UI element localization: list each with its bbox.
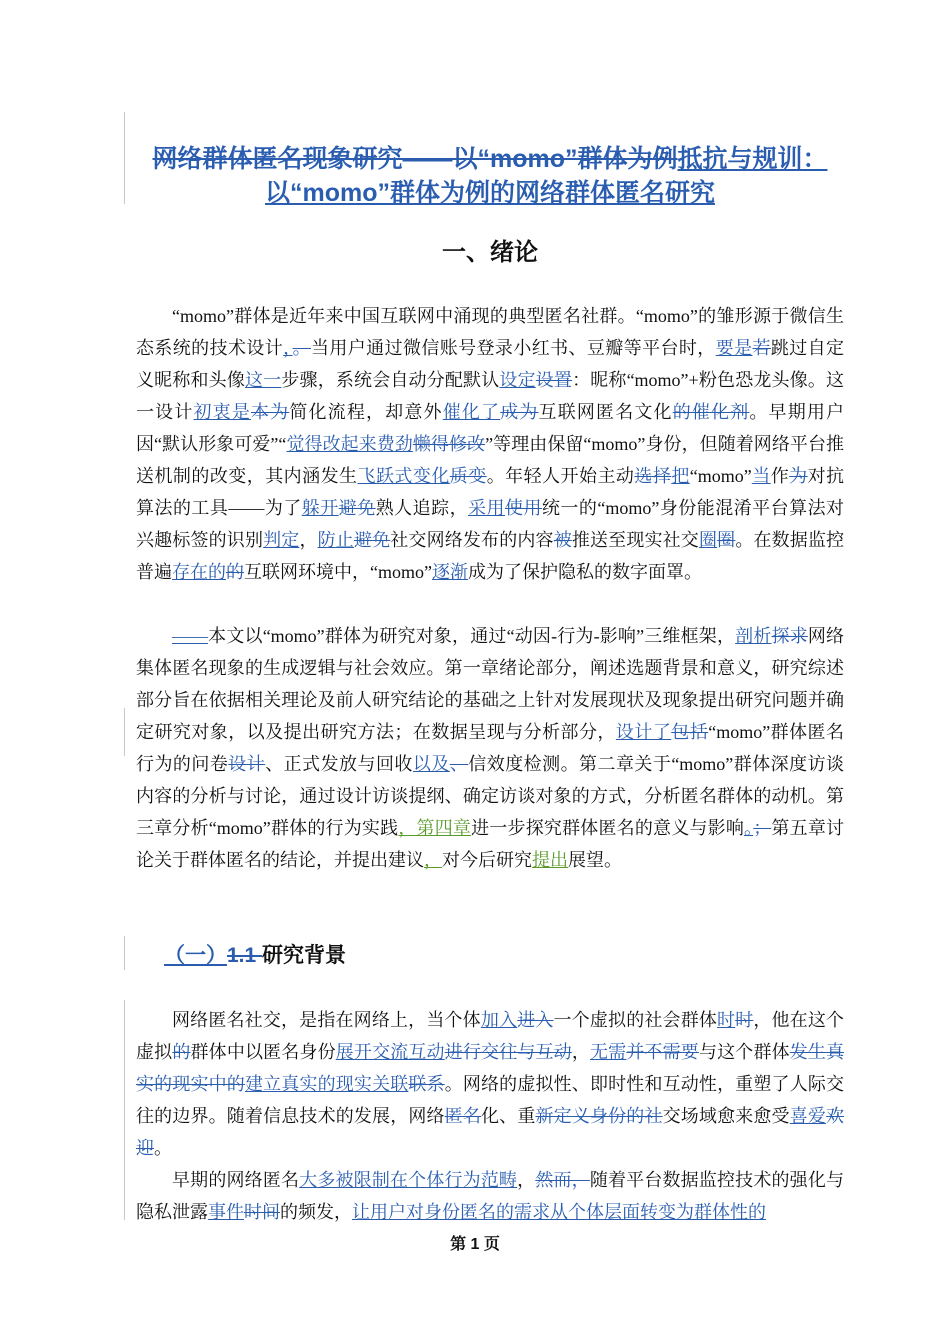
revision-bar (124, 708, 125, 756)
text-run: 简化流程，却意外 (289, 402, 443, 422)
deleted-text: 欢迎 (136, 1106, 845, 1158)
section-heading-text: 研究背景 (262, 944, 347, 967)
text-run: 一个虚拟的社会群体 (553, 1010, 718, 1030)
deleted-text: 使用 (505, 498, 542, 518)
revision-bar (124, 936, 125, 970)
inserted-text: 飞跃式变化 (357, 466, 450, 486)
deleted-text: ； (753, 818, 772, 838)
text-run: “momo” (689, 466, 752, 486)
paragraph-1 (136, 300, 844, 588)
inserted-text: 喜爱 (789, 1106, 827, 1126)
text-run: 交场域愈来愈受 (662, 1106, 790, 1126)
text-run: 进一步探究群体匿名的意义与影响 (471, 818, 745, 838)
inserted-text: 无需 (590, 1042, 627, 1062)
inserted-text: 时 (717, 1010, 736, 1030)
paragraph-2 (136, 620, 844, 876)
text-run: 随着平台数据监控技术的强化与隐私泄露 (136, 1170, 844, 1222)
deleted-text: 选择 (634, 466, 672, 486)
deleted-text: 的 (172, 1042, 191, 1062)
inserted-text: 。 (744, 818, 754, 838)
deleted-text: 设计 (228, 754, 266, 774)
section-heading-deleted: 1.1 (227, 944, 263, 967)
document-title (136, 142, 844, 210)
deleted-text: 时 (735, 1010, 754, 1030)
inserted-text: 圈 (698, 530, 718, 550)
inserted-text: 催化了 (442, 402, 501, 422)
inserted-text: 让用户对身份匿名的需求从个体层面转变为群体性的 (352, 1202, 766, 1222)
text-run: ：昵称“momo”+粉色恐龙头像。这一设计 (136, 370, 845, 422)
text-run: 。 (154, 1138, 172, 1158)
section-heading (164, 940, 346, 972)
inserted-text: 觉得改起来费劲 (286, 434, 413, 454)
text-run: 群体中以匿名身份 (190, 1042, 336, 1062)
paragraph-4 (136, 1164, 844, 1228)
deleted-text: 新定义身份的社 (535, 1106, 663, 1126)
deleted-text: 进入 (517, 1010, 554, 1030)
text-run: ，他在这个虚拟 (136, 1010, 845, 1062)
text-run: 作 (770, 466, 790, 486)
inserted-text: 大多被限制在个体行为范畴 (299, 1170, 518, 1190)
inserted-text: 设计了 (615, 722, 672, 742)
revision-bar (124, 112, 125, 204)
deleted-text: 设置 (535, 370, 573, 390)
inserted-text: —— (172, 626, 208, 646)
deleted-text: 进行交往与互动 (444, 1042, 572, 1062)
text-run: 。在数据监控普遍 (136, 530, 845, 582)
text-run: 展望。 (568, 850, 622, 870)
text-run: 互联网环境中，“momo” (244, 562, 432, 582)
inserted-text: 设定 (499, 370, 536, 390)
text-run: 跳过自定义昵称和头像 (136, 338, 845, 390)
inserted-text: 展开交流互动 (335, 1042, 445, 1062)
text-run: 互联网匿名文化 (538, 402, 673, 422)
inserted-text: ， (424, 850, 442, 870)
text-run: 对抗算法的工具——为了 (136, 466, 845, 518)
inserted-text: 事件 (208, 1202, 244, 1222)
text-run: “momo”群体匿名行为的问卷 (136, 722, 845, 774)
deleted-text: 联系 (408, 1074, 445, 1094)
deleted-text: 避免 (353, 530, 391, 550)
inserted-text: 这一 (245, 370, 282, 390)
text-run: 对今后研究 (442, 850, 532, 870)
deleted-text: 的催化剂 (672, 402, 750, 422)
deleted-text: 本为 (251, 402, 290, 422)
text-run: 网络匿名社交，是指在网络上，当个体 (172, 1010, 481, 1030)
text-run: ”等理由保留“momo”身份，但随着网络平台推送机制的改变，其内涵发生 (136, 434, 845, 486)
text-run: 统一的“momo”身份能混淆平台算法对兴趣标签的识别 (136, 498, 845, 550)
deleted-text: 为 (789, 466, 808, 486)
text-run: 早期的网络匿名 (172, 1170, 300, 1190)
inserted-text: 把 (671, 466, 690, 486)
deleted-text: 避免 (338, 498, 376, 518)
title-inserted: 抵抗与规训：以“momo”群体为例的网络群体匿名研究 (264, 145, 828, 207)
text-run: 本文以“momo”群体为研究对象，通过“动因-行为-影响”三维框架， (208, 626, 736, 646)
inserted-text: 剖析 (735, 626, 772, 646)
inserted-text: 逐渐 (431, 562, 468, 582)
text-run: 推送至现实社交 (571, 530, 699, 550)
chapter-heading: 一、绪论 (442, 239, 538, 266)
deleted-text: 探求 (771, 626, 808, 646)
inserted-text: 加入 (480, 1010, 518, 1030)
deleted-text: 包括 (671, 722, 709, 742)
text-run: 第五章讨论关于群体匿名的结论，并提出建议 (136, 818, 845, 870)
page-number: 第 1 页 (450, 1236, 500, 1253)
deleted-text: 质变 (449, 466, 487, 486)
text-run: 信效度检测。第二章关于“momo”群体深度访谈内容的分析与讨论，通过设计访谈提纲、确定访谈对象的方式，分析匿名群体的动机。第三章分析“momo”群体的行为实践 (136, 754, 845, 838)
text-run: 网络集体匿名现象的生成逻辑与社会效应。第一章绪论部分，阐述选题背景和意义，研究综述部分旨在依据相关理论及前人研究结论的基础之上针对发展现状及现象提出研究问题并确定研究对象，以及提出研究方法；在数据呈现与分析部分， (136, 626, 845, 742)
title-deleted: 网络群体匿名现象研究——以“momo”群体为例 (152, 145, 678, 173)
inserted-text: 存在的 (172, 562, 226, 582)
text-run: 。网络的虚拟性、即时性和互动性，重塑了人际交往的边界。随着信息技术的发展，网络 (136, 1074, 845, 1126)
deleted-text: 懒得修改 (412, 434, 486, 454)
text-run: 当用户通过微信账号登录小红书、豆瓣等平台时， (310, 338, 716, 358)
deleted-text: 成为 (500, 402, 539, 422)
text-run: 的频发， (280, 1202, 352, 1222)
text-run: 社交网络发布的内容 (390, 530, 554, 550)
inserted-text: 建立真实的现实关联 (244, 1074, 409, 1094)
paragraph-3 (136, 1004, 844, 1164)
deleted-text: 的 (226, 562, 244, 582)
deleted-text: 发生真实的现实中的 (136, 1042, 845, 1094)
deleted-text: 、 (449, 754, 469, 774)
inserted-text: 提出 (532, 850, 568, 870)
deleted-text: 匿名 (444, 1106, 482, 1126)
text-run: ， (571, 1042, 590, 1062)
inserted-text: 躲开 (301, 498, 339, 518)
text-run: 成为了保护隐私的数字面罩。 (467, 562, 702, 582)
deleted-text: 时间 (244, 1202, 280, 1222)
text-run: 化、重 (481, 1106, 536, 1126)
deleted-text: 被 (553, 530, 572, 550)
inserted-text: ，第四章 (398, 818, 472, 838)
deleted-text: 圈 (717, 530, 736, 550)
text-run: 、正式发放与回收 (265, 754, 413, 774)
inserted-text: 当 (751, 466, 771, 486)
deleted-text: 并不需要 (626, 1042, 699, 1062)
text-run: 与这个群体 (698, 1042, 790, 1062)
text-run: ， (517, 1170, 536, 1190)
inserted-text: 要是 (715, 338, 753, 358)
deleted-text: 。 (292, 338, 311, 358)
text-run: 熟人追踪， (375, 498, 469, 518)
text-run: ， (299, 530, 318, 550)
text-run: 步骤，系统会自动分配默认 (281, 370, 500, 390)
inserted-text: 采用 (468, 498, 505, 518)
text-run: 。早期用户因“默认形象可爱”“ (136, 402, 845, 454)
text-run: “momo”群体是近年来中国互联网中涌现的典型匿名社群。“momo”的雏形源于微信生态系统的技术设计 (136, 306, 844, 358)
deleted-text: 若 (752, 338, 771, 358)
inserted-text: 防止 (317, 530, 354, 550)
text-run: 。年轻人开始主动 (486, 466, 635, 486)
inserted-text: ， (283, 338, 293, 358)
inserted-text: 以及 (412, 754, 450, 774)
revision-bar (124, 1000, 125, 1220)
deleted-text: 然而， (535, 1170, 590, 1190)
inserted-text: 初衷是 (193, 402, 251, 422)
section-heading-inserted: （一） (164, 944, 227, 967)
inserted-text: 判定 (263, 530, 300, 550)
